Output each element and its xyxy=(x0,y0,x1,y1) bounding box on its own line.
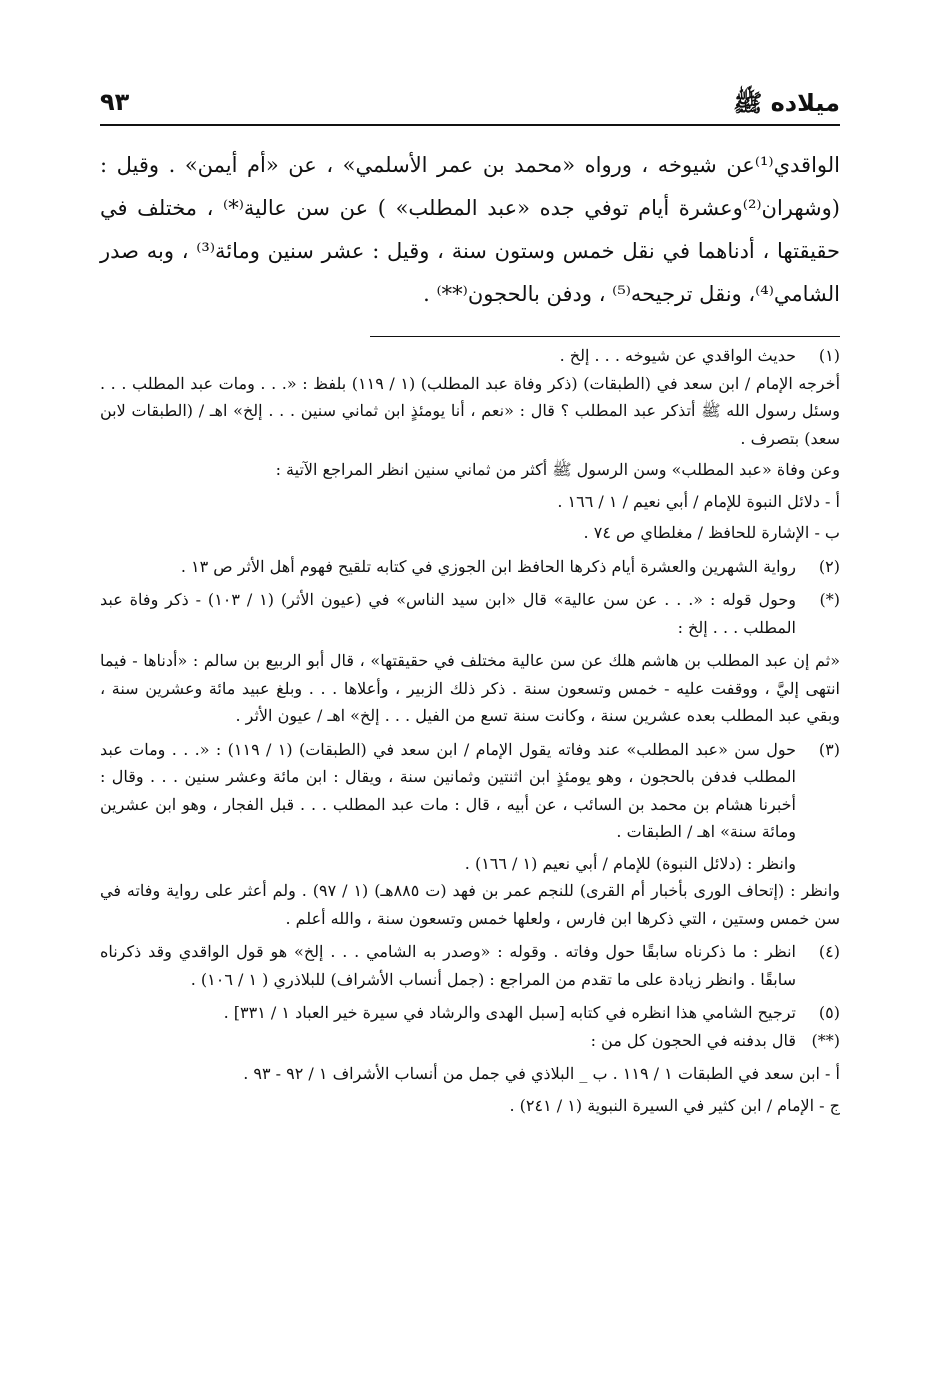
footnote-double-star-list xyxy=(100,1060,840,1119)
footnote-mark: (٤) xyxy=(818,942,840,961)
footnote-mark: (١) xyxy=(818,346,840,365)
footnote-body xyxy=(100,877,840,932)
footnote-body xyxy=(100,999,796,1027)
footnote-line: أ - ابن سعد في الطبقات ١ / ١١٩ . ب _ البلاذي في جمل من أنساب الأشراف ١ / ٩٢ - ٩٣ . xyxy=(243,1064,840,1083)
footnote-body xyxy=(100,736,796,878)
footnote-line: وعن وفاة «عبد المطلب» وسن الرسول ﷺ أكثر من ثماني سنين انظر المراجع الآتية : xyxy=(275,460,840,479)
footnote-line: ج - الإمام / ابن كثير في السيرة النبوية (١ / ٢٤١) . xyxy=(509,1095,840,1115)
footnote-star-quote xyxy=(100,647,840,730)
footnote-line: ترجيح الشامي هذا انظره في كتابه [سبل الهدى والرشاد في سيرة خير العباد ١ / ٣٣١] . xyxy=(223,1003,796,1022)
main-text xyxy=(100,144,840,316)
footnote-mark: (*) xyxy=(819,590,840,609)
footnote-1 xyxy=(100,342,840,370)
footnote-1-continued xyxy=(100,370,840,547)
footnote-body xyxy=(100,586,796,641)
footnote-line: ب - الإشارة للحافظ / مغلطاي ص ٧٤ . xyxy=(583,523,840,542)
footnote-separator xyxy=(370,336,840,337)
header-rule xyxy=(100,124,840,126)
footnote-body xyxy=(100,553,796,581)
footnote-line: أ - دلائل النبوة للإمام / أبي نعيم / ١ / ١٦٦ . xyxy=(557,491,840,511)
footnote-line: أخرجه الإمام / ابن سعد في (الطبقات) (ذكر وفاة عبد المطلب) (١ / ١١٩) بلفظ : «. . . ومات عبد المطلب . . . وسئل رسول الله ﷺ أتذكر عبد المطلب ؟ قال : «نعم ، أنا يومئذٍ ابن ثماني سنين . . . إلخ» اهـ / (الطبقات لابن سعد) بتصرف . xyxy=(100,373,841,448)
footnote-line: حول سن «عبد المطلب» عند وفاته يقول الإمام / ابن سعد في (الطبقات) (١ / ١١٩) : «. . . ومات عبد المطلب فدفن بالحجون ، وهو يومئذٍ ابن اثنتين وثمانين سنة ، ويقال : ابن مائة وعشر سنين . . . وقال : أخبرنا هشام بن محمد بن السائب ، عن أبيه ، قال : مات عبد المطلب . . . قبل الفجار ، وهو ابن عشرين ومائة سنة» اهـ / الطبقات . xyxy=(100,739,797,841)
footnote-4 xyxy=(100,938,840,993)
page-number: ٩٣ xyxy=(100,88,130,116)
footnote-line: وانظر : (إتحاف الورى بأخبار أم القرى) للنجم عمر بن فهد (ت ٨٨٥هـ) (١ / ٩٧) . ولم أعثر على رواية وفاته في سن خمس وستين ، التي ذكرها ابن فارس ، ولعلها خمس وتسعون سنة ، والله أعلم . xyxy=(100,881,841,928)
footnote-body xyxy=(100,938,796,993)
footnote-line: «ثم إن عبد المطلب بن هاشم هلك عن سن عالية مختلف في حقيقتها» ، قال أبو الربيع بن سالم : «أدناها - فيما انتهى إليَّ ، ووقفت عليه - خمس وتسعون سنة . ذكر ذلك الزبير ، وأعلاها . . . وبلغ عبيد مائة وعشرين سنة ، وبقي عبد المطلب بعده عشرين سنة ، وكانت سنة تسع من الفيل . . . إلخ» اهـ / عيون الأثر . xyxy=(100,651,840,725)
footnote-mark: (٣) xyxy=(818,739,840,759)
footnote-body xyxy=(100,647,840,730)
footnote-body xyxy=(100,1027,796,1055)
footnote-star xyxy=(100,586,840,641)
footnote-body xyxy=(100,370,840,547)
footnote-line: حديث الواقدي عن شيوخه . . . إلخ . xyxy=(559,346,796,365)
footnote-5 xyxy=(100,999,840,1027)
footnote-mark: (٥) xyxy=(818,1003,840,1022)
footnote-2 xyxy=(100,553,840,581)
footnote-3-continued xyxy=(100,877,840,932)
footnote-line: رواية الشهرين والعشرة أيام ذكرها الحافظ ابن الجوزي في كتابه تلقيح فهوم أهل الأثر ص ١٣ . xyxy=(180,556,796,576)
page-header xyxy=(100,88,840,128)
footnote-body xyxy=(100,1060,840,1119)
footnote-double-star xyxy=(100,1027,840,1055)
main-paragraph: الواقدي⁽¹⁾عن شيوخه ، ورواه «محمد بن عمر الأسلمي» ، عن «أم أيمن» . وقيل : (وشهران⁽²⁾وعشرة أيام توفي جده «عبد المطلب» ) عن سن عالية⁽*⁾ ، مختلف في حقيقتها ، أدناهما في نقل خمس وستون سنة ، وقيل : عشر سنين ومائة⁽³⁾ ، وبه صدر الشامي⁽⁴⁾، ونقل ترجيحه⁽⁵⁾ ، ودفن بالحجون⁽**⁾ . xyxy=(100,153,841,306)
running-title: ميلاده ﷺ xyxy=(733,89,840,117)
footnote-3 xyxy=(100,736,840,878)
footnote-mark: (٢) xyxy=(818,556,840,576)
footnote-line: وحول قوله : «. . . عن سن عالية» قال «ابن سيد الناس» في (عيون الأثر) (١ / ١٠٣) - ذكر وفاة عبد المطلب . . . إلخ : xyxy=(100,590,797,637)
footnotes xyxy=(100,342,840,1119)
footnote-line: قال بدفنه في الحجون كل من : xyxy=(590,1030,796,1050)
footnote-body xyxy=(100,342,796,370)
footnote-line: انظر : ما ذكرناه سابقًا حول وفاته . وقوله : «وصدر به الشامي . . . إلخ» هو قول الواقدي وقد ذكرناه سابقًا . وانظر زيادة على ما تقدم من المراجع : (جمل أنساب الأشراف) للبلاذري ( ١ / ١٠٦) . xyxy=(100,942,796,989)
footnote-mark: (**) xyxy=(811,1030,840,1050)
footnote-line: وانظر : (دلائل النبوة) للإمام / أبي نعيم (١ / ١٦٦) . xyxy=(464,853,796,873)
